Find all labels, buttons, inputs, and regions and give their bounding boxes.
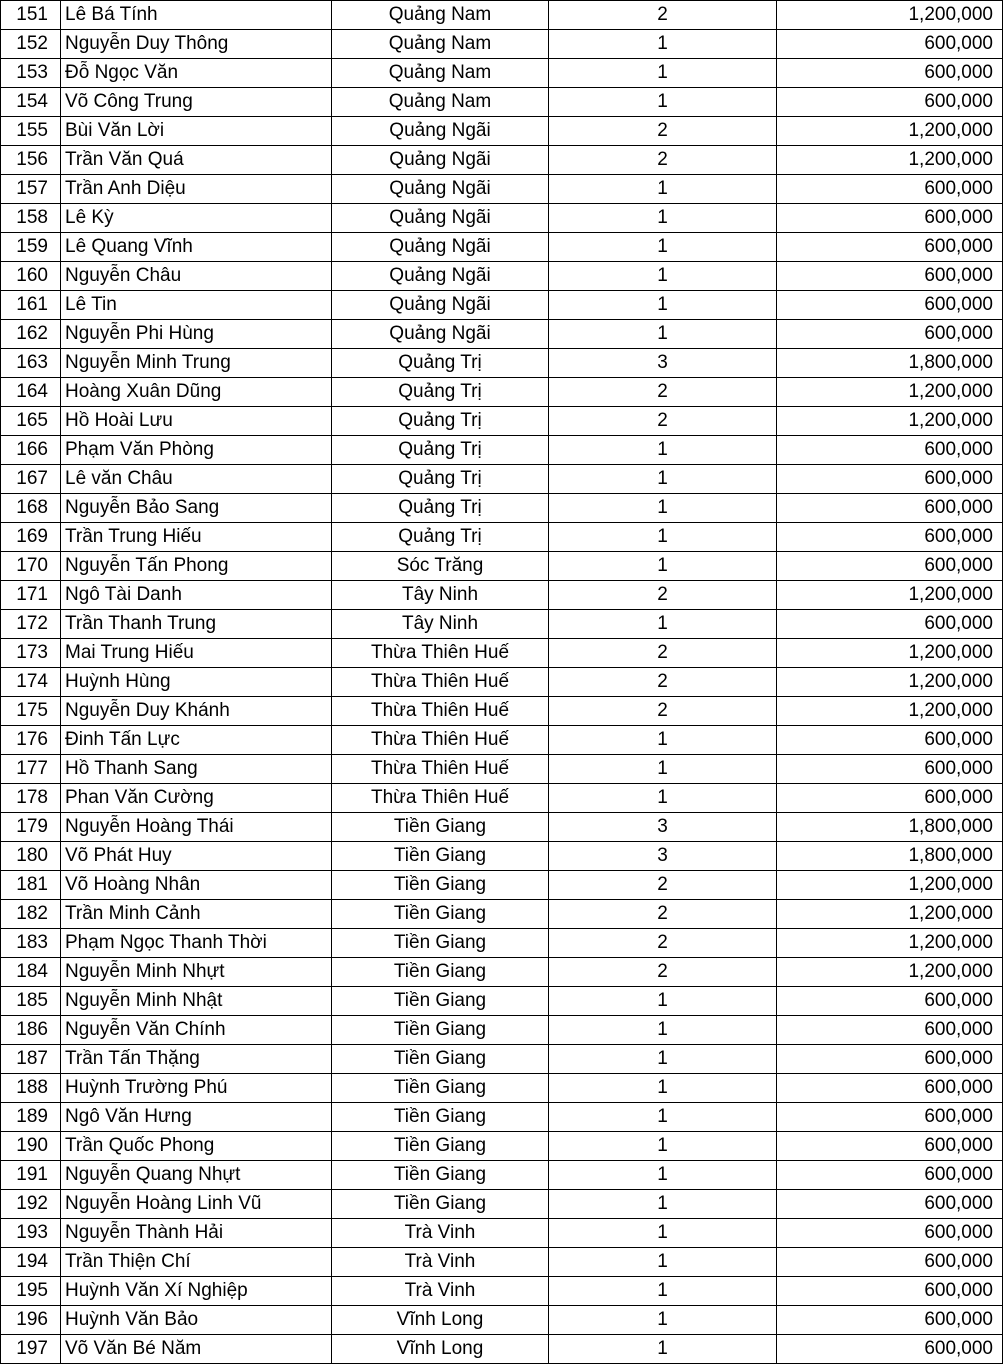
table-row <box>1 755 1003 784</box>
full-name-cell: Trần Văn Quá <box>61 146 332 175</box>
amount-cell: 1,200,000 <box>777 581 1003 610</box>
amount-cell: 600,000 <box>777 436 1003 465</box>
province-cell: Quảng Trị <box>332 436 549 465</box>
table-row <box>1 465 1003 494</box>
row-number-cell: 159 <box>1 233 61 262</box>
amount-cell: 600,000 <box>777 204 1003 233</box>
amount-cell: 1,200,000 <box>777 668 1003 697</box>
amount-cell: 1,800,000 <box>777 842 1003 871</box>
quantity-cell: 1 <box>549 610 777 639</box>
amount-cell: 600,000 <box>777 755 1003 784</box>
full-name-cell: Trần Trung Hiếu <box>61 523 332 552</box>
table-row <box>1 320 1003 349</box>
table-row <box>1 30 1003 59</box>
quantity-cell: 2 <box>549 900 777 929</box>
row-number-cell: 190 <box>1 1132 61 1161</box>
quantity-cell: 1 <box>549 1045 777 1074</box>
quantity-cell: 1 <box>549 175 777 204</box>
amount-cell: 600,000 <box>777 320 1003 349</box>
province-cell: Quảng Ngãi <box>332 262 549 291</box>
province-cell: Tiền Giang <box>332 1161 549 1190</box>
amount-cell: 600,000 <box>777 784 1003 813</box>
table-row <box>1 436 1003 465</box>
row-number-cell: 164 <box>1 378 61 407</box>
quantity-cell: 1 <box>549 1335 777 1364</box>
row-number-cell: 186 <box>1 1016 61 1045</box>
full-name-cell: Lê Quang Vĩnh <box>61 233 332 262</box>
province-cell: Quảng Trị <box>332 349 549 378</box>
full-name-cell: Nguyễn Minh Nhựt <box>61 958 332 987</box>
province-cell: Tây Ninh <box>332 581 549 610</box>
full-name-cell: Nguyễn Văn Chính <box>61 1016 332 1045</box>
province-cell: Tiền Giang <box>332 929 549 958</box>
row-number-cell: 152 <box>1 30 61 59</box>
province-cell: Thừa Thiên Huế <box>332 784 549 813</box>
full-name-cell: Đỗ Ngọc Văn <box>61 59 332 88</box>
full-name-cell: Ngô Tài Danh <box>61 581 332 610</box>
full-name-cell: Trần Anh Diệu <box>61 175 332 204</box>
full-name-cell: Lê Kỳ <box>61 204 332 233</box>
quantity-cell: 1 <box>549 1132 777 1161</box>
province-cell: Quảng Nam <box>332 59 549 88</box>
amount-cell: 600,000 <box>777 1306 1003 1335</box>
full-name-cell: Nguyễn Châu <box>61 262 332 291</box>
amount-cell: 600,000 <box>777 1248 1003 1277</box>
table-row <box>1 146 1003 175</box>
quantity-cell: 2 <box>549 668 777 697</box>
table-row <box>1 1190 1003 1219</box>
province-cell: Quảng Trị <box>332 494 549 523</box>
province-cell: Quảng Nam <box>332 30 549 59</box>
full-name-cell: Nguyễn Bảo Sang <box>61 494 332 523</box>
amount-cell: 600,000 <box>777 233 1003 262</box>
full-name-cell: Lê văn Châu <box>61 465 332 494</box>
quantity-cell: 3 <box>549 813 777 842</box>
row-number-cell: 163 <box>1 349 61 378</box>
full-name-cell: Nguyễn Minh Nhật <box>61 987 332 1016</box>
row-number-cell: 176 <box>1 726 61 755</box>
province-cell: Thừa Thiên Huế <box>332 726 549 755</box>
province-cell: Quảng Ngãi <box>332 146 549 175</box>
quantity-cell: 1 <box>549 1306 777 1335</box>
province-cell: Tiền Giang <box>332 900 549 929</box>
row-number-cell: 175 <box>1 697 61 726</box>
table-row <box>1 668 1003 697</box>
quantity-cell: 1 <box>549 1190 777 1219</box>
quantity-cell: 1 <box>549 59 777 88</box>
amount-cell: 600,000 <box>777 1103 1003 1132</box>
quantity-cell: 1 <box>549 523 777 552</box>
full-name-cell: Trần Thanh Trung <box>61 610 332 639</box>
full-name-cell: Trần Quốc Phong <box>61 1132 332 1161</box>
row-number-cell: 182 <box>1 900 61 929</box>
amount-cell: 600,000 <box>777 291 1003 320</box>
full-name-cell: Võ Công Trung <box>61 88 332 117</box>
quantity-cell: 1 <box>549 465 777 494</box>
row-number-cell: 185 <box>1 987 61 1016</box>
table-row <box>1 581 1003 610</box>
quantity-cell: 2 <box>549 929 777 958</box>
row-number-cell: 174 <box>1 668 61 697</box>
full-name-cell: Ngô Văn Hưng <box>61 1103 332 1132</box>
table-row <box>1 1103 1003 1132</box>
amount-cell: 1,800,000 <box>777 349 1003 378</box>
table-body <box>1 1 1003 1364</box>
row-number-cell: 179 <box>1 813 61 842</box>
table-row <box>1 1306 1003 1335</box>
quantity-cell: 2 <box>549 581 777 610</box>
row-number-cell: 161 <box>1 291 61 320</box>
province-cell: Tiền Giang <box>332 871 549 900</box>
province-cell: Quảng Trị <box>332 378 549 407</box>
amount-cell: 1,200,000 <box>777 117 1003 146</box>
quantity-cell: 1 <box>549 1277 777 1306</box>
row-number-cell: 151 <box>1 1 61 30</box>
row-number-cell: 181 <box>1 871 61 900</box>
row-number-cell: 165 <box>1 407 61 436</box>
table-row <box>1 59 1003 88</box>
full-name-cell: Huỳnh Văn Bảo <box>61 1306 332 1335</box>
full-name-cell: Trần Tấn Thặng <box>61 1045 332 1074</box>
quantity-cell: 2 <box>549 407 777 436</box>
quantity-cell: 1 <box>549 1074 777 1103</box>
full-name-cell: Hồ Hoài Lưu <box>61 407 332 436</box>
province-cell: Vĩnh Long <box>332 1335 549 1364</box>
table-row <box>1 929 1003 958</box>
province-cell: Trà Vinh <box>332 1219 549 1248</box>
amount-cell: 1,200,000 <box>777 1 1003 30</box>
full-name-cell: Nguyễn Duy Thông <box>61 30 332 59</box>
full-name-cell: Phan Văn Cường <box>61 784 332 813</box>
province-cell: Sóc Trăng <box>332 552 549 581</box>
amount-cell: 1,200,000 <box>777 378 1003 407</box>
row-number-cell: 158 <box>1 204 61 233</box>
amount-cell: 1,200,000 <box>777 639 1003 668</box>
amount-cell: 1,200,000 <box>777 871 1003 900</box>
quantity-cell: 2 <box>549 1 777 30</box>
full-name-cell: Bùi Văn Lời <box>61 117 332 146</box>
amount-cell: 600,000 <box>777 1132 1003 1161</box>
province-cell: Tiền Giang <box>332 1103 549 1132</box>
table-row <box>1 407 1003 436</box>
table-row <box>1 900 1003 929</box>
table-row <box>1 1016 1003 1045</box>
province-cell: Tiền Giang <box>332 1190 549 1219</box>
row-number-cell: 171 <box>1 581 61 610</box>
province-cell: Tiền Giang <box>332 813 549 842</box>
quantity-cell: 1 <box>549 262 777 291</box>
amount-cell: 600,000 <box>777 1335 1003 1364</box>
amount-cell: 600,000 <box>777 88 1003 117</box>
amount-cell: 1,200,000 <box>777 407 1003 436</box>
amount-cell: 600,000 <box>777 1045 1003 1074</box>
table-row <box>1 552 1003 581</box>
quantity-cell: 1 <box>549 1016 777 1045</box>
province-cell: Quảng Ngãi <box>332 320 549 349</box>
full-name-cell: Võ Phát Huy <box>61 842 332 871</box>
amount-cell: 600,000 <box>777 1016 1003 1045</box>
amount-cell: 600,000 <box>777 610 1003 639</box>
full-name-cell: Hồ Thanh Sang <box>61 755 332 784</box>
table-row <box>1 1219 1003 1248</box>
province-cell: Quảng Ngãi <box>332 117 549 146</box>
amount-cell: 1,800,000 <box>777 813 1003 842</box>
row-number-cell: 196 <box>1 1306 61 1335</box>
full-name-cell: Mai Trung Hiếu <box>61 639 332 668</box>
province-cell: Quảng Nam <box>332 1 549 30</box>
province-cell: Tiền Giang <box>332 1016 549 1045</box>
row-number-cell: 162 <box>1 320 61 349</box>
table-row <box>1 1074 1003 1103</box>
row-number-cell: 177 <box>1 755 61 784</box>
quantity-cell: 1 <box>549 1219 777 1248</box>
amount-cell: 600,000 <box>777 552 1003 581</box>
province-cell: Tây Ninh <box>332 610 549 639</box>
province-cell: Tiền Giang <box>332 1074 549 1103</box>
amount-cell: 1,200,000 <box>777 929 1003 958</box>
full-name-cell: Huỳnh Trường Phú <box>61 1074 332 1103</box>
row-number-cell: 153 <box>1 59 61 88</box>
table-row <box>1 523 1003 552</box>
table-row <box>1 1277 1003 1306</box>
table-row <box>1 1045 1003 1074</box>
full-name-cell: Lê Tin <box>61 291 332 320</box>
full-name-cell: Nguyễn Phi Hùng <box>61 320 332 349</box>
quantity-cell: 2 <box>549 958 777 987</box>
quantity-cell: 1 <box>549 784 777 813</box>
row-number-cell: 167 <box>1 465 61 494</box>
table-row <box>1 697 1003 726</box>
table-row <box>1 204 1003 233</box>
full-name-cell: Phạm Văn Phòng <box>61 436 332 465</box>
amount-cell: 600,000 <box>777 1277 1003 1306</box>
province-cell: Vĩnh Long <box>332 1306 549 1335</box>
table-row <box>1 1335 1003 1364</box>
quantity-cell: 2 <box>549 146 777 175</box>
row-number-cell: 160 <box>1 262 61 291</box>
amount-cell: 600,000 <box>777 30 1003 59</box>
quantity-cell: 1 <box>549 1248 777 1277</box>
row-number-cell: 154 <box>1 88 61 117</box>
province-cell: Tiền Giang <box>332 1045 549 1074</box>
province-cell: Thừa Thiên Huế <box>332 697 549 726</box>
row-number-cell: 168 <box>1 494 61 523</box>
quantity-cell: 1 <box>549 726 777 755</box>
full-name-cell: Huỳnh Hùng <box>61 668 332 697</box>
full-name-cell: Lê Bá Tính <box>61 1 332 30</box>
row-number-cell: 166 <box>1 436 61 465</box>
row-number-cell: 197 <box>1 1335 61 1364</box>
row-number-cell: 178 <box>1 784 61 813</box>
quantity-cell: 3 <box>549 842 777 871</box>
full-name-cell: Nguyễn Hoàng Linh Vũ <box>61 1190 332 1219</box>
table-row <box>1 233 1003 262</box>
quantity-cell: 1 <box>549 291 777 320</box>
quantity-cell: 1 <box>549 436 777 465</box>
row-number-cell: 192 <box>1 1190 61 1219</box>
full-name-cell: Võ Văn Bé Năm <box>61 1335 332 1364</box>
amount-cell: 600,000 <box>777 494 1003 523</box>
province-cell: Tiền Giang <box>332 842 549 871</box>
row-number-cell: 194 <box>1 1248 61 1277</box>
province-cell: Quảng Trị <box>332 407 549 436</box>
quantity-cell: 1 <box>549 755 777 784</box>
full-name-cell: Huỳnh Văn Xí Nghiệp <box>61 1277 332 1306</box>
quantity-cell: 1 <box>549 88 777 117</box>
table-row <box>1 958 1003 987</box>
table-row <box>1 291 1003 320</box>
amount-cell: 1,200,000 <box>777 146 1003 175</box>
row-number-cell: 156 <box>1 146 61 175</box>
full-name-cell: Nguyễn Tấn Phong <box>61 552 332 581</box>
amount-cell: 600,000 <box>777 175 1003 204</box>
amount-cell: 600,000 <box>777 1074 1003 1103</box>
table-row <box>1 88 1003 117</box>
amount-cell: 600,000 <box>777 1219 1003 1248</box>
amount-cell: 1,200,000 <box>777 900 1003 929</box>
table-row <box>1 784 1003 813</box>
quantity-cell: 2 <box>549 378 777 407</box>
row-number-cell: 188 <box>1 1074 61 1103</box>
province-cell: Quảng Trị <box>332 523 549 552</box>
quantity-cell: 1 <box>549 987 777 1016</box>
quantity-cell: 1 <box>549 1161 777 1190</box>
amount-cell: 600,000 <box>777 465 1003 494</box>
amount-cell: 600,000 <box>777 1161 1003 1190</box>
row-number-cell: 183 <box>1 929 61 958</box>
quantity-cell: 1 <box>549 320 777 349</box>
quantity-cell: 1 <box>549 494 777 523</box>
table-row <box>1 262 1003 291</box>
quantity-cell: 1 <box>549 1103 777 1132</box>
full-name-cell: Nguyễn Quang Nhựt <box>61 1161 332 1190</box>
row-number-cell: 195 <box>1 1277 61 1306</box>
full-name-cell: Nguyễn Minh Trung <box>61 349 332 378</box>
row-number-cell: 172 <box>1 610 61 639</box>
province-cell: Thừa Thiên Huế <box>332 639 549 668</box>
quantity-cell: 2 <box>549 639 777 668</box>
amount-cell: 1,200,000 <box>777 958 1003 987</box>
province-cell: Quảng Nam <box>332 88 549 117</box>
quantity-cell: 1 <box>549 30 777 59</box>
row-number-cell: 184 <box>1 958 61 987</box>
province-cell: Quảng Trị <box>332 465 549 494</box>
province-cell: Tiền Giang <box>332 987 549 1016</box>
row-number-cell: 173 <box>1 639 61 668</box>
row-number-cell: 169 <box>1 523 61 552</box>
amount-cell: 600,000 <box>777 59 1003 88</box>
amount-cell: 600,000 <box>777 987 1003 1016</box>
table-row <box>1 117 1003 146</box>
table-row <box>1 494 1003 523</box>
quantity-cell: 3 <box>549 349 777 378</box>
table-row <box>1 1161 1003 1190</box>
table-row <box>1 378 1003 407</box>
quantity-cell: 2 <box>549 697 777 726</box>
full-name-cell: Đinh Tấn Lực <box>61 726 332 755</box>
quantity-cell: 2 <box>549 117 777 146</box>
table-row <box>1 813 1003 842</box>
full-name-cell: Nguyễn Thành Hải <box>61 1219 332 1248</box>
full-name-cell: Phạm Ngọc Thanh Thời <box>61 929 332 958</box>
full-name-cell: Võ Hoàng Nhân <box>61 871 332 900</box>
amount-cell: 600,000 <box>777 262 1003 291</box>
table-row <box>1 871 1003 900</box>
table-row <box>1 726 1003 755</box>
row-number-cell: 193 <box>1 1219 61 1248</box>
row-number-cell: 155 <box>1 117 61 146</box>
full-name-cell: Trần Minh Cảnh <box>61 900 332 929</box>
amount-cell: 600,000 <box>777 726 1003 755</box>
quantity-cell: 1 <box>549 204 777 233</box>
amount-cell: 600,000 <box>777 1190 1003 1219</box>
full-name-cell: Hoàng Xuân Dũng <box>61 378 332 407</box>
table-row <box>1 987 1003 1016</box>
row-number-cell: 157 <box>1 175 61 204</box>
amount-cell: 600,000 <box>777 523 1003 552</box>
quantity-cell: 1 <box>549 233 777 262</box>
table-row <box>1 349 1003 378</box>
quantity-cell: 1 <box>549 552 777 581</box>
province-cell: Thừa Thiên Huế <box>332 755 549 784</box>
province-cell: Quảng Ngãi <box>332 204 549 233</box>
row-number-cell: 170 <box>1 552 61 581</box>
table-row <box>1 842 1003 871</box>
row-number-cell: 191 <box>1 1161 61 1190</box>
row-number-cell: 180 <box>1 842 61 871</box>
table-row <box>1 1 1003 30</box>
row-number-cell: 187 <box>1 1045 61 1074</box>
table-row <box>1 639 1003 668</box>
province-cell: Trà Vinh <box>332 1248 549 1277</box>
table-row <box>1 1248 1003 1277</box>
amount-cell: 1,200,000 <box>777 697 1003 726</box>
full-name-cell: Nguyễn Duy Khánh <box>61 697 332 726</box>
table-row <box>1 175 1003 204</box>
province-cell: Trà Vinh <box>332 1277 549 1306</box>
table-row <box>1 1132 1003 1161</box>
row-number-cell: 189 <box>1 1103 61 1132</box>
province-cell: Tiền Giang <box>332 1132 549 1161</box>
full-name-cell: Trần Thiện Chí <box>61 1248 332 1277</box>
province-cell: Quảng Ngãi <box>332 291 549 320</box>
province-cell: Tiền Giang <box>332 958 549 987</box>
full-name-cell: Nguyễn Hoàng Thái <box>61 813 332 842</box>
province-cell: Thừa Thiên Huế <box>332 668 549 697</box>
table-row <box>1 610 1003 639</box>
quantity-cell: 2 <box>549 871 777 900</box>
province-cell: Quảng Ngãi <box>332 175 549 204</box>
province-cell: Quảng Ngãi <box>332 233 549 262</box>
